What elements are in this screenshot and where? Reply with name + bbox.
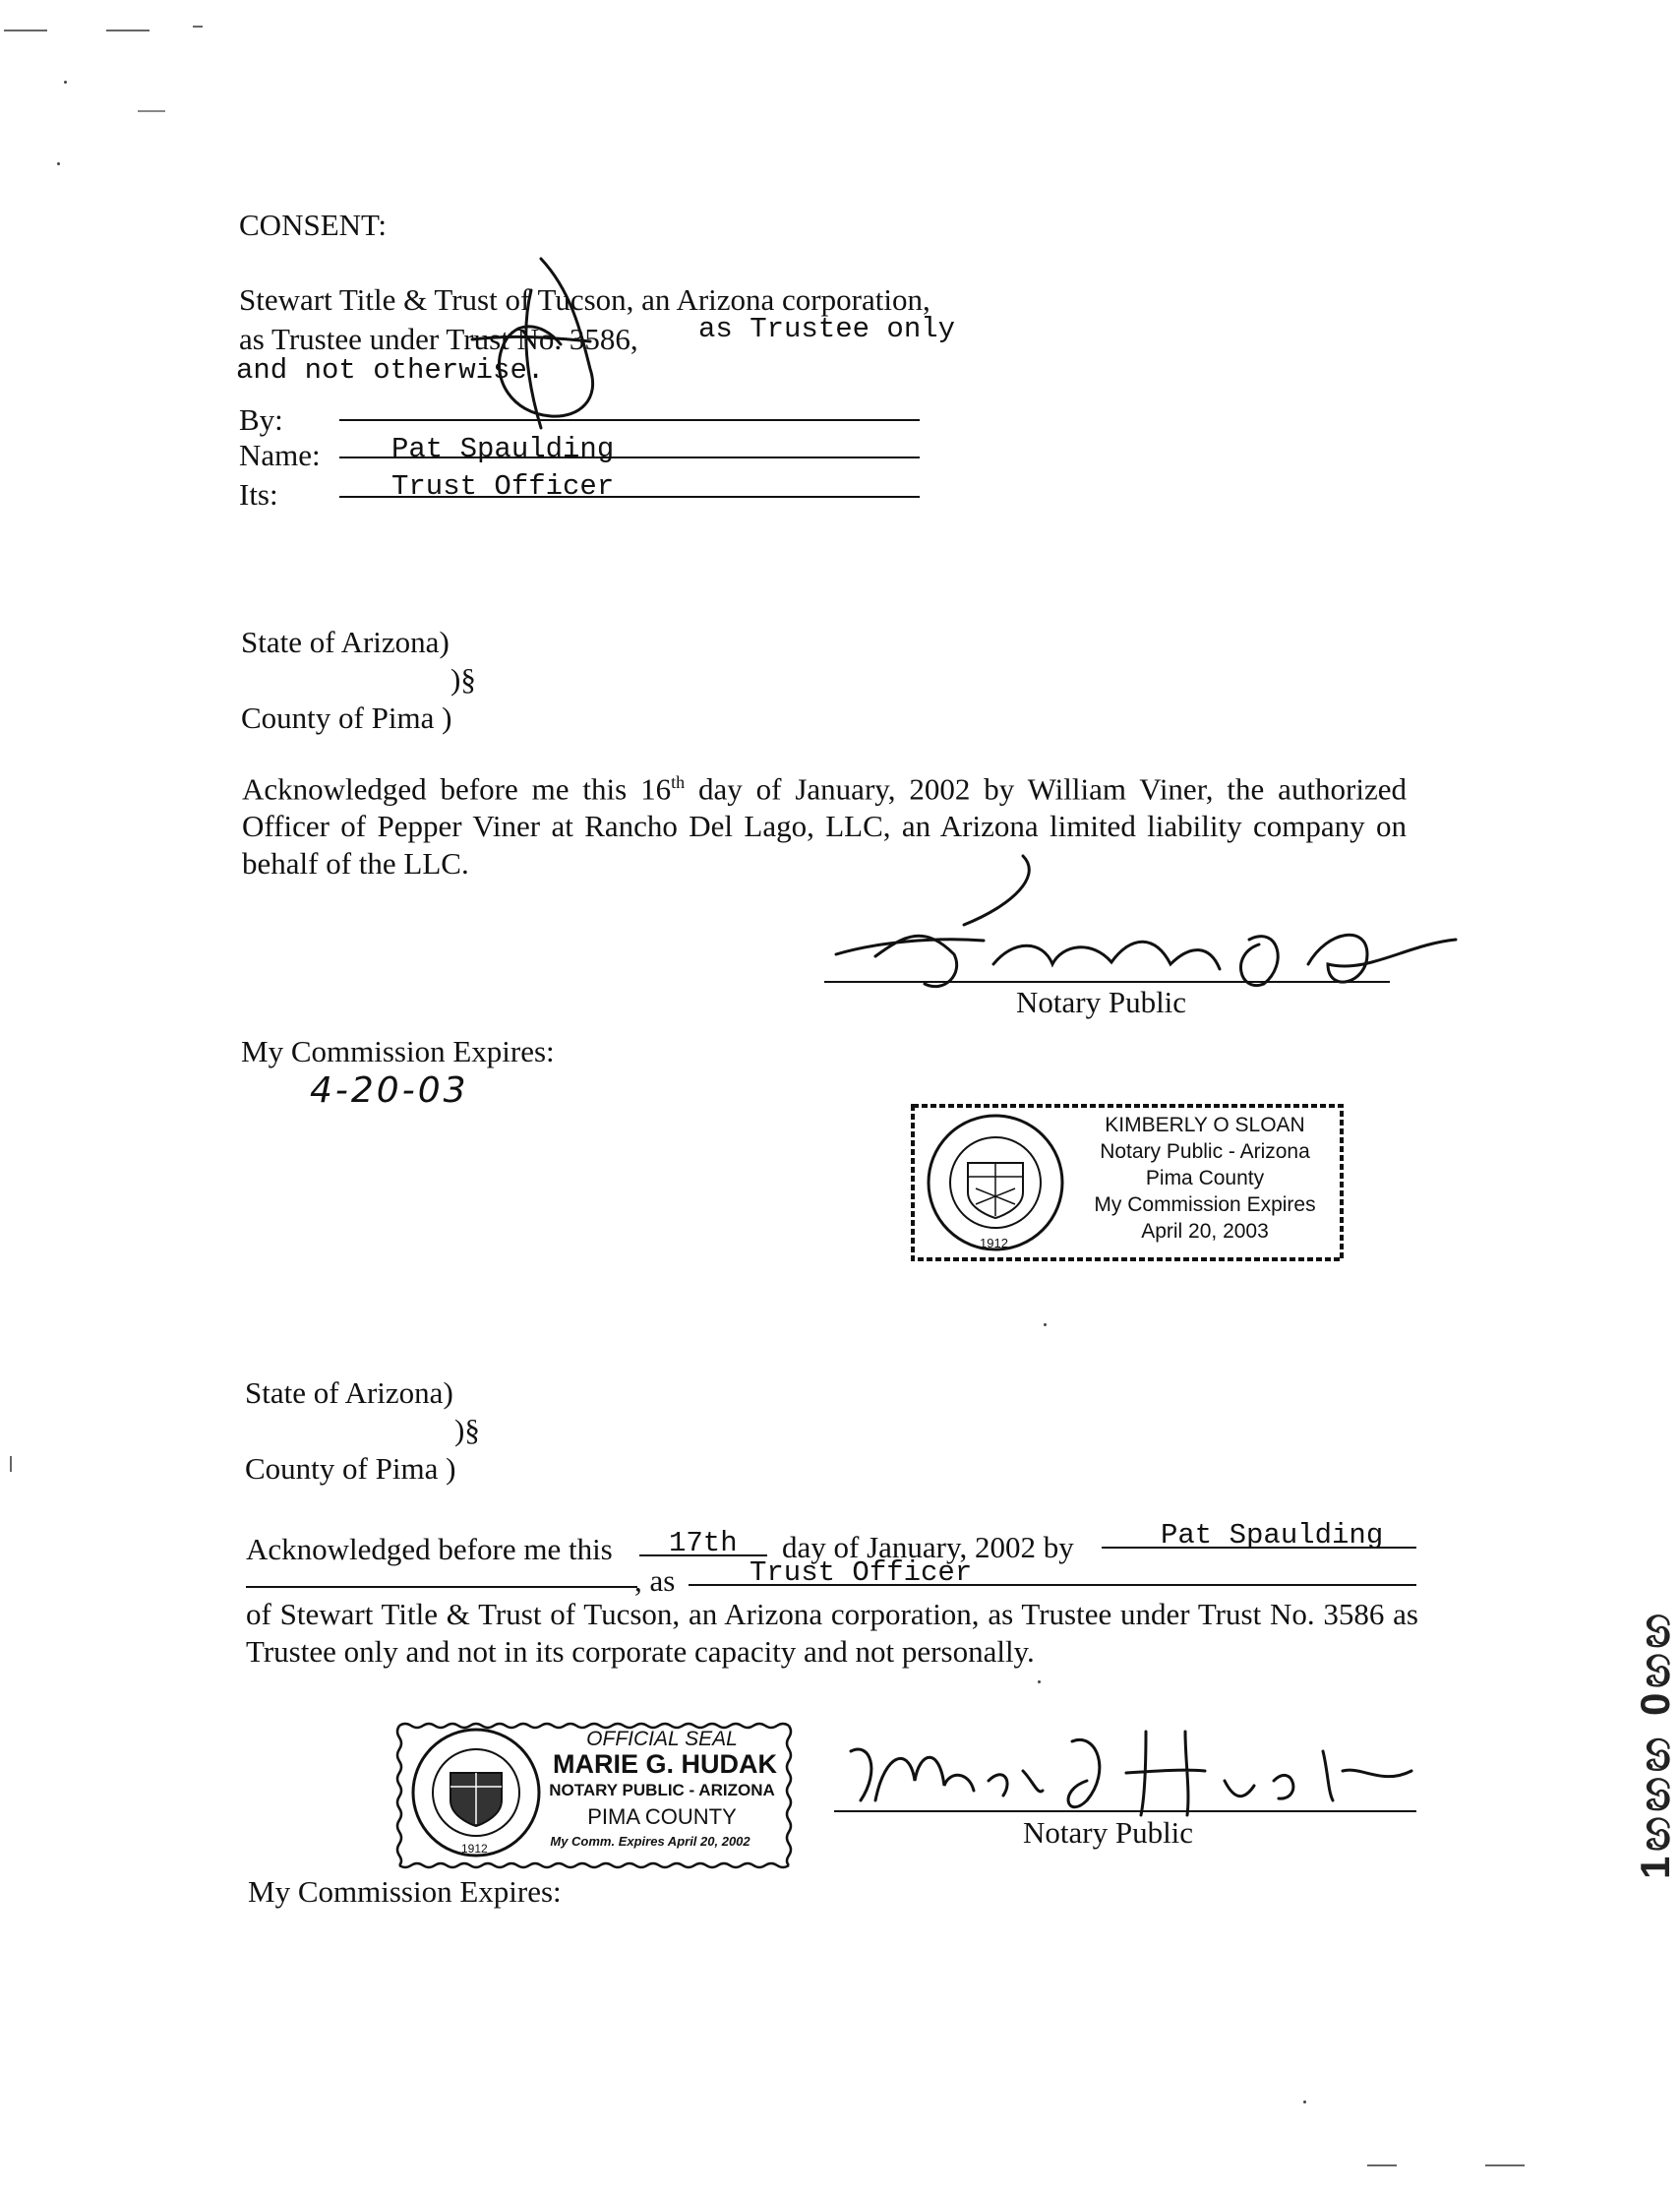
consent-heading: CONSENT: xyxy=(239,208,388,242)
scan-speck xyxy=(57,162,60,165)
ack1-section: )§ xyxy=(450,662,476,697)
notary2-stamp-line1: OFFICIAL SEAL xyxy=(586,1728,738,1750)
notary2-stamp-name: MARIE G. HUDAK xyxy=(553,1749,777,1779)
scan-mark xyxy=(1367,2164,1397,2166)
notary1-label: Notary Public xyxy=(1016,985,1187,1019)
notary2-signature-line xyxy=(834,1810,1416,1812)
consent-entity-line1: Stewart Title & Trust of Tucson, an Arizona corporation, xyxy=(239,282,930,317)
scan-speck xyxy=(1044,1323,1047,1326)
ack2-text-part2: day of January, 2002 by xyxy=(782,1530,1074,1564)
ack1-commission-label: My Commission Expires: xyxy=(241,1034,555,1068)
notary2-signature xyxy=(831,1712,1421,1830)
name-label: Name: xyxy=(239,438,321,472)
notary2-stamp-line3: NOTARY PUBLIC - ARIZONA xyxy=(549,1781,775,1799)
notary1-stamp-line5: April 20, 2003 xyxy=(1141,1220,1269,1243)
ack2-text-part1: Acknowledged before me this xyxy=(246,1532,613,1566)
ack1-day-suffix: th xyxy=(671,772,686,792)
scan-mark xyxy=(106,30,150,31)
its-value: Trust Officer xyxy=(391,470,615,503)
ack2-commission-label: My Commission Expires: xyxy=(248,1874,562,1909)
ack2-day-line xyxy=(639,1554,767,1556)
its-line xyxy=(339,496,920,498)
notary2-label: Notary Public xyxy=(1023,1815,1194,1850)
ack2-day-value: 17th xyxy=(669,1527,738,1559)
notary1-stamp-line2: Notary Public - Arizona xyxy=(1100,1140,1310,1163)
ack1-county: County of Pima ) xyxy=(241,700,452,735)
consent-entity-line3: and not otherwise. xyxy=(236,354,545,387)
recording-number-stamp xyxy=(1589,1545,1678,1879)
ack1-text-start: Acknowledged before me this 16 xyxy=(242,771,672,807)
ack2-person-value: Pat Spaulding xyxy=(1161,1519,1384,1552)
notary1-seal-year: 1912 xyxy=(980,1236,1008,1250)
ack2-paragraph: of Stewart Title & Trust of Tucson, an Arizona corporation, as Trustee under Trust No. 3586 as Trustee only and not in its corporate capacity and not personally. xyxy=(246,1597,1418,1669)
ack1-commission-date: 4-20-03 xyxy=(310,1070,469,1111)
notary1-stamp xyxy=(907,1098,1348,1267)
scan-mark xyxy=(1485,2164,1525,2166)
ack2-person-line xyxy=(1102,1547,1416,1549)
ack2-title-value: Trust Officer xyxy=(750,1556,973,1589)
scan-speck xyxy=(1303,2101,1306,2103)
notary2-seal-year: 1912 xyxy=(461,1842,488,1856)
scan-mark xyxy=(10,1456,12,1472)
notary2-stamp-line4: PIMA COUNTY xyxy=(587,1804,737,1829)
notary2-stamp-line5: My Comm. Expires April 20, 2002 xyxy=(550,1834,750,1849)
notary2-stamp xyxy=(391,1716,797,1875)
scan-mark xyxy=(193,26,203,28)
ack2-state: State of Arizona) xyxy=(245,1375,453,1410)
by-label: By: xyxy=(239,402,283,437)
its-label: Its: xyxy=(239,477,278,512)
consent-signature-scribble xyxy=(433,251,639,438)
ack2-title-line xyxy=(689,1584,1416,1586)
scan-speck xyxy=(1038,1680,1041,1683)
recording-number: 1ඟඟඟ 0ඟඟ xyxy=(1632,1609,1678,1879)
ack1-state: State of Arizona) xyxy=(241,625,450,659)
name-value: Pat Spaulding xyxy=(391,433,615,465)
notary1-stamp-line4: My Commission Expires xyxy=(1094,1193,1316,1216)
scan-speck xyxy=(64,81,67,84)
notary1-signature-line xyxy=(824,981,1390,983)
scan-mark xyxy=(138,110,165,112)
notary1-stamp-name: KIMBERLY O SLOAN xyxy=(1105,1114,1305,1136)
consent-entity-line2-typed: as Trustee only xyxy=(698,313,956,345)
consent-entity-line2: as Trustee under Trust No. 3586, xyxy=(239,322,638,356)
ack1-text-rest: day of January, 2002 by William Viner, the authorized Officer of Pepper Viner at Rancho Del Lago, LLC, an Arizona limited liability company on behalf of the LLC. xyxy=(242,771,1408,882)
ack2-county: County of Pima ) xyxy=(245,1451,456,1486)
ack2-as-label: , as xyxy=(634,1563,676,1598)
scan-mark xyxy=(4,30,47,31)
notary1-stamp-line3: Pima County xyxy=(1145,1167,1265,1189)
name-line xyxy=(339,457,920,458)
ack2-section: )§ xyxy=(454,1413,480,1447)
ack2-blank-line xyxy=(246,1586,637,1588)
